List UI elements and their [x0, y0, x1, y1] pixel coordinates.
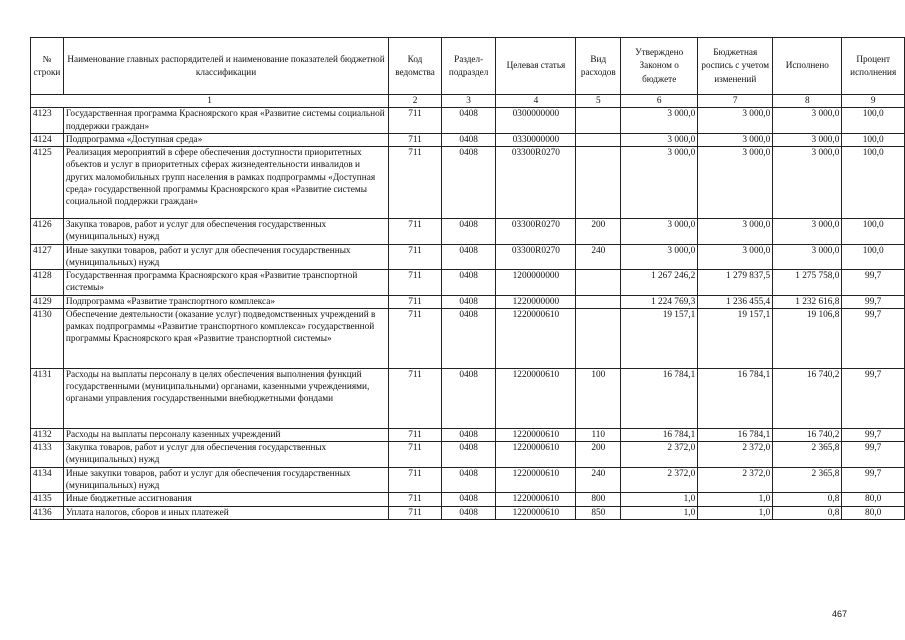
row-name: Обеспечение деятельности (оказание услуг) подведомственных учреждений в рамках подпрограммы «Развитие транспортного комплекса» государственной программы Красноярского края «Развитие транспортной системы»: [63, 308, 388, 368]
expense-kind: [576, 270, 621, 296]
table-row: [31, 133, 905, 146]
row-number: 4128: [31, 270, 64, 296]
percent-executed: 99,7: [842, 442, 905, 468]
approved-amount: 3 000,0: [621, 108, 698, 134]
schedule-amount: 2 372,0: [698, 442, 773, 468]
section-code: 0408: [441, 295, 496, 308]
target-item: 1220000610: [496, 493, 576, 506]
percent-executed: 80,0: [842, 493, 905, 506]
executed-amount: 3 000,0: [773, 147, 842, 219]
approved-amount: 16 784,1: [621, 368, 698, 428]
expense-kind: [576, 295, 621, 308]
header-percent: Процент исполнения: [842, 38, 905, 95]
row-number: 4135: [31, 493, 64, 506]
row-number: 4126: [31, 219, 64, 245]
section-code: 0408: [441, 368, 496, 428]
dept-code: 711: [389, 219, 442, 245]
schedule-amount: 3 000,0: [698, 108, 773, 134]
target-item: 1220000610: [496, 308, 576, 368]
executed-amount: 16 740,2: [773, 368, 842, 428]
approved-amount: 1,0: [621, 493, 698, 506]
dept-code: 711: [389, 108, 442, 134]
row-name: Уплата налогов, сборов и иных платежей: [63, 506, 388, 519]
table-row: [31, 219, 905, 245]
approved-amount: 3 000,0: [621, 147, 698, 219]
row-number: 4133: [31, 442, 64, 468]
row-number: 4123: [31, 108, 64, 134]
percent-executed: 99,7: [842, 467, 905, 493]
target-item: 03300R0270: [496, 147, 576, 219]
header-section: Раздел-подраздел: [441, 38, 496, 95]
approved-amount: 1 267 246,2: [621, 270, 698, 296]
executed-amount: 19 106,8: [773, 308, 842, 368]
executed-amount: 3 000,0: [773, 133, 842, 146]
header-dept-code: Код ведомства: [389, 38, 442, 95]
row-number: 4130: [31, 308, 64, 368]
table-row: [31, 467, 905, 493]
row-number: 4129: [31, 295, 64, 308]
row-name: Государственная программа Красноярского края «Развитие системы социальной поддержки граждан»: [63, 108, 388, 134]
table-row: [31, 506, 905, 519]
column-number: 4: [496, 95, 576, 108]
dept-code: 711: [389, 295, 442, 308]
header-schedule: Бюджетная роспись с учетом изменений: [698, 38, 773, 95]
row-number: 4136: [31, 506, 64, 519]
column-number: 2: [389, 95, 442, 108]
expense-kind: 850: [576, 506, 621, 519]
percent-executed: 100,0: [842, 108, 905, 134]
dept-code: 711: [389, 428, 442, 441]
row-name: Иные закупки товаров, работ и услуг для обеспечения государственных (муниципальных) нужд: [63, 467, 388, 493]
expense-kind: 200: [576, 442, 621, 468]
executed-amount: 3 000,0: [773, 219, 842, 245]
dept-code: 711: [389, 493, 442, 506]
section-code: 0408: [441, 133, 496, 146]
column-number: 3: [441, 95, 496, 108]
table-row: [31, 442, 905, 468]
executed-amount: 16 740,2: [773, 428, 842, 441]
target-item: 1200000000: [496, 270, 576, 296]
schedule-amount: 1,0: [698, 493, 773, 506]
section-code: 0408: [441, 506, 496, 519]
dept-code: 711: [389, 506, 442, 519]
header-row: [31, 38, 905, 95]
row-name: Государственная программа Красноярского края «Развитие транспортной системы»: [63, 270, 388, 296]
dept-code: 711: [389, 308, 442, 368]
percent-executed: 100,0: [842, 147, 905, 219]
approved-amount: 1 224 769,3: [621, 295, 698, 308]
expense-kind: 110: [576, 428, 621, 441]
column-number: 5: [576, 95, 621, 108]
approved-amount: 16 784,1: [621, 428, 698, 441]
target-item: 1220000610: [496, 428, 576, 441]
target-item: 1220000610: [496, 368, 576, 428]
executed-amount: 2 365,8: [773, 467, 842, 493]
section-code: 0408: [441, 467, 496, 493]
row-name: Иные бюджетные ассигнования: [63, 493, 388, 506]
approved-amount: 2 372,0: [621, 467, 698, 493]
header-name: Наименование главных распорядителей и наименование показателей бюджетной классификации: [63, 38, 388, 95]
executed-amount: 2 365,8: [773, 442, 842, 468]
schedule-amount: 3 000,0: [698, 219, 773, 245]
row-name: Закупка товаров, работ и услуг для обеспечения государственных (муниципальных) нужд: [63, 442, 388, 468]
section-code: 0408: [441, 219, 496, 245]
expense-kind: 800: [576, 493, 621, 506]
header-expense-kind: Вид расходов: [576, 38, 621, 95]
dept-code: 711: [389, 133, 442, 146]
dept-code: 711: [389, 244, 442, 270]
percent-executed: 80,0: [842, 506, 905, 519]
executed-amount: 3 000,0: [773, 108, 842, 134]
column-number: 9: [842, 95, 905, 108]
budget-table: [30, 37, 905, 520]
target-item: 1220000610: [496, 467, 576, 493]
schedule-amount: 1 279 837,5: [698, 270, 773, 296]
approved-amount: 19 157,1: [621, 308, 698, 368]
expense-kind: [576, 308, 621, 368]
expense-kind: [576, 133, 621, 146]
schedule-amount: 19 157,1: [698, 308, 773, 368]
schedule-amount: 3 000,0: [698, 244, 773, 270]
percent-executed: 99,7: [842, 368, 905, 428]
dept-code: 711: [389, 442, 442, 468]
schedule-amount: 2 372,0: [698, 467, 773, 493]
executed-amount: 0,8: [773, 506, 842, 519]
expense-kind: 240: [576, 244, 621, 270]
approved-amount: 3 000,0: [621, 244, 698, 270]
approved-amount: 2 372,0: [621, 442, 698, 468]
table-row: [31, 270, 905, 296]
expense-kind: 200: [576, 219, 621, 245]
expense-kind: 240: [576, 467, 621, 493]
table-row: [31, 244, 905, 270]
percent-executed: 99,7: [842, 308, 905, 368]
target-item: 0300000000: [496, 108, 576, 134]
section-code: 0408: [441, 428, 496, 441]
expense-kind: 100: [576, 368, 621, 428]
executed-amount: 1 232 616,8: [773, 295, 842, 308]
schedule-amount: 16 784,1: [698, 428, 773, 441]
row-name: Закупка товаров, работ и услуг для обеспечения государственных (муниципальных) нужд: [63, 219, 388, 245]
schedule-amount: 3 000,0: [698, 133, 773, 146]
expense-kind: [576, 147, 621, 219]
executed-amount: 1 275 758,0: [773, 270, 842, 296]
dept-code: 711: [389, 368, 442, 428]
target-item: 1220000610: [496, 506, 576, 519]
column-number: 6: [621, 95, 698, 108]
target-item: 03300R0270: [496, 219, 576, 245]
approved-amount: 1,0: [621, 506, 698, 519]
dept-code: 711: [389, 270, 442, 296]
table-row: [31, 147, 905, 219]
row-name: Подпрограмма «Доступная среда»: [63, 133, 388, 146]
table-row: [31, 368, 905, 428]
section-code: 0408: [441, 442, 496, 468]
schedule-amount: 16 784,1: [698, 368, 773, 428]
table-row: [31, 295, 905, 308]
row-number: 4124: [31, 133, 64, 146]
page-number: 467: [832, 609, 848, 619]
row-name: Расходы на выплаты персоналу казенных учреждений: [63, 428, 388, 441]
dept-code: 711: [389, 147, 442, 219]
row-number: 4125: [31, 147, 64, 219]
table-row: [31, 428, 905, 441]
target-item: 03300R0270: [496, 244, 576, 270]
row-name: Реализация мероприятий в сфере обеспечения доступности приоритетных объектов и услуг в приоритетных сферах жизнедеятельности инвалидов и других маломобильных групп населения в рамках подпрограммы «Доступная среда» государственной программы Красноярского края «Развитие системы социальной поддержки граждан»: [63, 147, 388, 219]
header-approved: Утверждено Законом о бюджете: [621, 38, 698, 95]
section-code: 0408: [441, 244, 496, 270]
table-row: [31, 493, 905, 506]
section-code: 0408: [441, 147, 496, 219]
row-number: 4132: [31, 428, 64, 441]
percent-executed: 99,7: [842, 295, 905, 308]
row-number: 4134: [31, 467, 64, 493]
target-item: 1220000610: [496, 442, 576, 468]
row-number: 4131: [31, 368, 64, 428]
section-code: 0408: [441, 308, 496, 368]
percent-executed: 99,7: [842, 270, 905, 296]
column-number: 7: [698, 95, 773, 108]
column-number: 1: [31, 95, 389, 108]
schedule-amount: 1 236 455,4: [698, 295, 773, 308]
percent-executed: 100,0: [842, 244, 905, 270]
approved-amount: 3 000,0: [621, 133, 698, 146]
percent-executed: 100,0: [842, 219, 905, 245]
row-number: 4127: [31, 244, 64, 270]
table-row: [31, 308, 905, 368]
row-name: Иные закупки товаров, работ и услуг для обеспечения государственных (муниципальных) нужд: [63, 244, 388, 270]
column-number: 8: [773, 95, 842, 108]
section-code: 0408: [441, 493, 496, 506]
row-name: Расходы на выплаты персоналу в целях обеспечения выполнения функций государственными (муниципальными) органами, казенными учреждениями, органами управления государственными внебюджетными фондами: [63, 368, 388, 428]
expense-kind: [576, 108, 621, 134]
approved-amount: 3 000,0: [621, 219, 698, 245]
table-body: [31, 108, 905, 520]
executed-amount: 3 000,0: [773, 244, 842, 270]
percent-executed: 100,0: [842, 133, 905, 146]
dept-code: 711: [389, 467, 442, 493]
section-code: 0408: [441, 108, 496, 134]
column-number-row: [31, 95, 905, 108]
header-target-item: Целевая статья: [496, 38, 576, 95]
table-row: [31, 108, 905, 134]
percent-executed: 99,7: [842, 428, 905, 441]
target-item: 1220000000: [496, 295, 576, 308]
header-row-number: № строки: [31, 38, 64, 95]
executed-amount: 0,8: [773, 493, 842, 506]
row-name: Подпрограмма «Развитие транспортного комплекса»: [63, 295, 388, 308]
schedule-amount: 1,0: [698, 506, 773, 519]
section-code: 0408: [441, 270, 496, 296]
target-item: 0330000000: [496, 133, 576, 146]
schedule-amount: 3 000,0: [698, 147, 773, 219]
header-executed: Исполнено: [773, 38, 842, 95]
